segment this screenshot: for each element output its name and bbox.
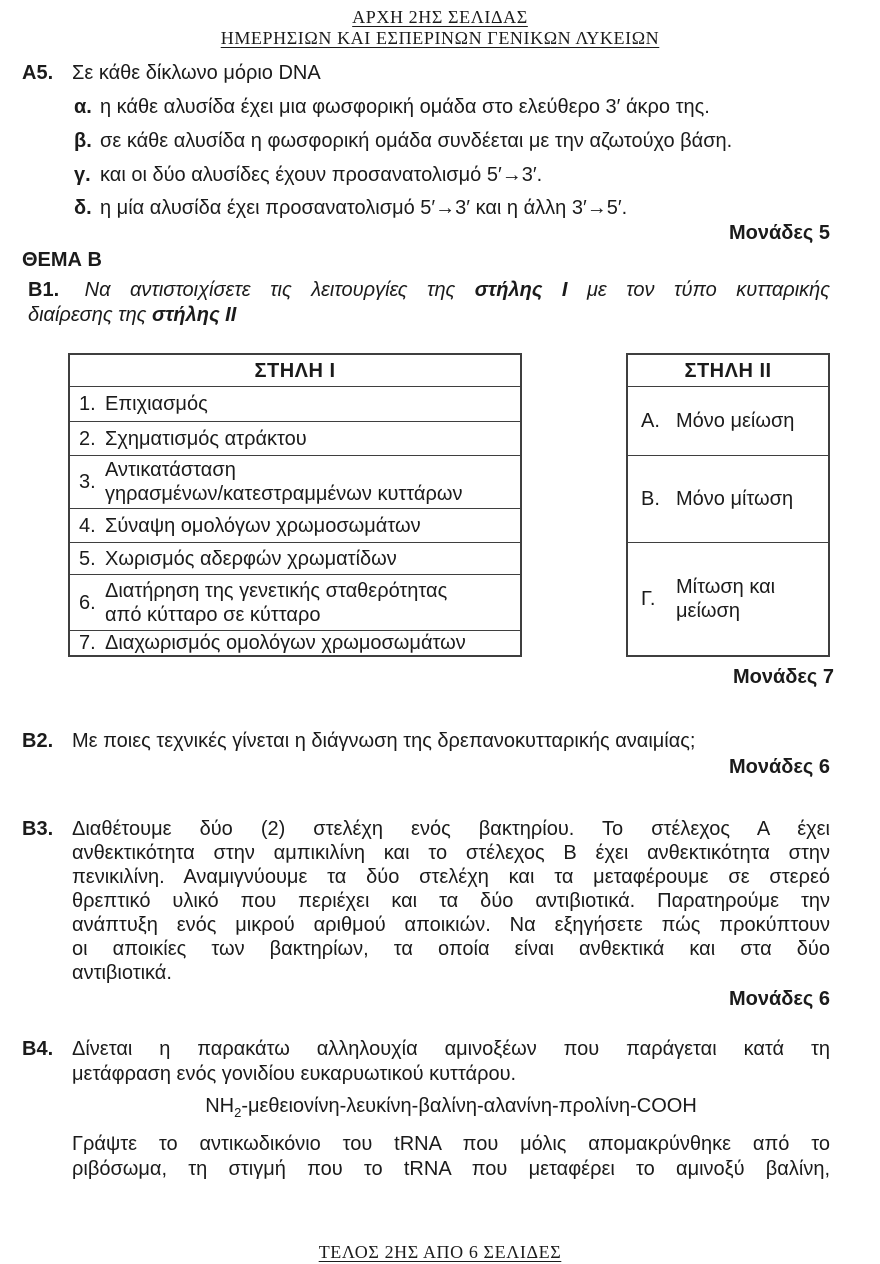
points-b3: Μονάδες 6 bbox=[729, 988, 830, 1010]
question-b1 bbox=[0, 278, 880, 328]
table-I-row-5 bbox=[70, 542, 520, 574]
header-line-2: ΗΜΕΡΗΣΙΩΝ ΚΑΙ ΕΣΠΕΡΙΝΩΝ ΓΕΝΙΚΩΝ ΛΥΚΕΙΩΝ bbox=[220, 28, 660, 48]
row-B-text: Μόνο μίτωση bbox=[676, 488, 794, 510]
amino-acid-sequence bbox=[72, 1094, 830, 1125]
b4-para1-line1: Δίνεται η παρακάτω αλληλουχία αμινοξέων που παράγεται κατά τη bbox=[72, 1038, 830, 1060]
page-header bbox=[0, 0, 880, 49]
row-1-number: 1. bbox=[79, 393, 96, 415]
question-b1-label: Β1. bbox=[28, 279, 60, 301]
row-G-text-line2: μείωση bbox=[676, 600, 740, 622]
question-b4-body bbox=[72, 1037, 830, 1182]
row-B-letter: Β. bbox=[641, 488, 660, 510]
table-II-row-G bbox=[628, 542, 828, 655]
question-a5-stem-row bbox=[22, 61, 830, 85]
option-d bbox=[74, 196, 830, 220]
option-d-label: δ. bbox=[74, 197, 92, 219]
formula-rest: -μεθειονίνη-λευκίνη-βαλίνη-αλανίνη-προλίνη-COOH bbox=[241, 1095, 697, 1117]
question-b4 bbox=[0, 1037, 880, 1182]
option-a bbox=[74, 95, 830, 119]
option-d-text: η μία αλυσίδα έχει προσανατολισμό 5′→3′ και η άλλη 3′→5′. bbox=[100, 197, 628, 219]
b3-line-3: πενικιλίνη. Αναμιγνύουμε τα δύο στελέχη και τα μεταφέρουμε σε στερεό bbox=[72, 866, 830, 888]
row-4-number: 4. bbox=[79, 514, 96, 537]
b3-line-4: θρεπτικό υλικό που περιέχει και τα δύο αντιβιοτικά. Παρατηρούμε την bbox=[72, 890, 830, 912]
option-b-label: β. bbox=[74, 130, 92, 152]
question-b1-line1 bbox=[28, 278, 830, 303]
table-column-I bbox=[68, 353, 522, 657]
question-b2-label: Β2. bbox=[22, 730, 54, 752]
row-1-text: Επιχιασμός bbox=[105, 393, 208, 415]
row-3-number: 3. bbox=[79, 471, 96, 493]
question-b4-para2 bbox=[72, 1132, 830, 1182]
option-a-label: α. bbox=[74, 96, 92, 118]
question-b1-line2 bbox=[28, 303, 830, 328]
question-b4-label: Β4. bbox=[22, 1038, 54, 1060]
row-5-text: Χωρισμός αδερφών χρωματίδων bbox=[105, 547, 397, 570]
b4-para2-line2: ριβόσωμα, τη στιγμή που το tRNA που μεταφέρει το αμινοξύ βαλίνη, bbox=[72, 1158, 830, 1180]
footer-text: ΤΕΛΟΣ 2ΗΣ ΑΠΟ 6 ΣΕΛΙΔΕΣ bbox=[318, 1242, 562, 1262]
option-g-text: και οι δύο αλυσίδες έχουν προσανατολισμό 5′→3′. bbox=[100, 164, 543, 186]
option-b-text: σε κάθε αλυσίδα η φωσφορική ομάδα συνδέεται με την αζωτούχο βάση. bbox=[100, 130, 733, 152]
table-I-header: ΣΤΗΛΗ Ι bbox=[254, 359, 336, 382]
option-g-label: γ. bbox=[74, 164, 91, 186]
b1-text-seg4: διαίρεσης της bbox=[28, 304, 152, 326]
row-6-text-line2: από κύτταρο σε κύτταρο bbox=[105, 603, 321, 626]
table-I-row-4 bbox=[70, 508, 520, 542]
question-b2-text: Με ποιες τεχνικές γίνεται η διάγνωση της δρεπανοκυτταρικής αναιμίας; bbox=[72, 730, 696, 752]
question-a5-label: Α5. bbox=[22, 62, 54, 84]
page-footer bbox=[0, 1240, 880, 1264]
table-II-header: ΣΤΗΛΗ ΙΙ bbox=[684, 359, 772, 382]
b1-text-column1-ref: στήλης Ι bbox=[474, 279, 568, 301]
question-b3 bbox=[0, 817, 880, 1011]
table-I-row-3 bbox=[70, 455, 520, 508]
question-a5-stem: Σε κάθε δίκλωνο μόριο DNA bbox=[72, 62, 321, 84]
points-a5: Μονάδες 5 bbox=[729, 222, 830, 244]
row-2-text: Σχηματισμός ατράκτου bbox=[105, 427, 307, 450]
row-A-text: Μόνο μείωση bbox=[676, 410, 795, 432]
question-b3-row bbox=[22, 817, 830, 985]
table-II-row-B bbox=[628, 455, 828, 542]
row-7-text: Διαχωρισμός ομολόγων χρωμοσωμάτων bbox=[105, 632, 466, 654]
theme-b-heading: ΘΕΜΑ Β bbox=[22, 249, 102, 271]
points-b1: Μονάδες 7 bbox=[733, 666, 834, 688]
row-3-text-line1: Αντικατάσταση bbox=[105, 459, 236, 481]
points-b2: Μονάδες 6 bbox=[729, 756, 830, 778]
question-b3-text bbox=[72, 817, 830, 985]
option-g bbox=[74, 163, 830, 187]
table-II-row-A bbox=[628, 386, 828, 455]
b4-para1-line2: μετάφραση ενός γονιδίου ευκαρυωτικού κυττάρου. bbox=[72, 1063, 517, 1085]
row-4-text: Σύναψη ομολόγων χρωμοσωμάτων bbox=[105, 514, 421, 537]
row-5-number: 5. bbox=[79, 547, 96, 570]
table-column-II bbox=[626, 353, 830, 657]
row-6-number: 6. bbox=[79, 591, 96, 614]
table-I-row-6 bbox=[70, 574, 520, 630]
table-I-row-1 bbox=[70, 386, 520, 421]
b1-text-seg3: με τον τύπο κυτταρικής bbox=[567, 279, 831, 301]
question-b2 bbox=[0, 729, 880, 779]
b3-line-1: Διαθέτουμε δύο (2) στελέχη ενός βακτηρίου. Το στέλεχος Α έχει bbox=[72, 818, 830, 840]
b4-para2-line1: Γράψτε το αντικωδικόνιο του tRNA που μόλις απομακρύνθηκε από το bbox=[72, 1133, 830, 1155]
option-b bbox=[74, 129, 830, 153]
question-b3-label: Β3. bbox=[22, 818, 54, 840]
question-b2-row bbox=[22, 729, 830, 753]
row-6-text-line1: Διατήρηση της γενετικής σταθερότητας bbox=[105, 579, 448, 602]
b1-text-column2-ref: στήλης ΙΙ bbox=[151, 304, 237, 326]
option-a-text: η κάθε αλυσίδα έχει μια φωσφορική ομάδα στο ελεύθερο 3′ άκρο της. bbox=[100, 96, 710, 118]
b3-line-5: ανάπτυξη ενός μικρού αριθμού αποικιών. Να εξηγήσετε πώς προκύπτουν bbox=[72, 914, 830, 936]
row-A-letter: Α. bbox=[641, 410, 660, 432]
row-2-number: 2. bbox=[79, 427, 96, 450]
b3-line-7: αντιβιοτικά. bbox=[72, 962, 172, 984]
question-a5 bbox=[0, 61, 880, 245]
row-G-letter: Γ. bbox=[641, 588, 656, 610]
question-b4-row bbox=[22, 1037, 830, 1182]
table-I-row-7 bbox=[70, 630, 520, 655]
b3-line-2: ανθεκτικότητα στην αμπικιλίνη και το στέλεχος Β έχει ανθεκτικότητα στην bbox=[72, 842, 830, 864]
formula-subscript: 2 bbox=[234, 1105, 242, 1120]
header-line-1: ΑΡΧΗ 2ΗΣ ΣΕΛΙΔΑΣ bbox=[352, 7, 528, 27]
formula-prefix: NH bbox=[205, 1095, 235, 1117]
b1-text-seg1: Να αντιστοιχίσετε τις λειτουργίες της bbox=[84, 279, 475, 301]
row-G-text-line1: Μίτωση και bbox=[676, 576, 776, 598]
matching-tables bbox=[68, 353, 880, 657]
table-I-row-2 bbox=[70, 421, 520, 455]
row-3-text-line2: γηρασμένων/κατεστραμμένων κυττάρων bbox=[105, 483, 463, 505]
b3-line-6: οι αποικίες των βακτηρίων, τα οποία είναι ανθεκτικά και στα δύο bbox=[72, 938, 830, 960]
row-7-number: 7. bbox=[79, 632, 96, 654]
